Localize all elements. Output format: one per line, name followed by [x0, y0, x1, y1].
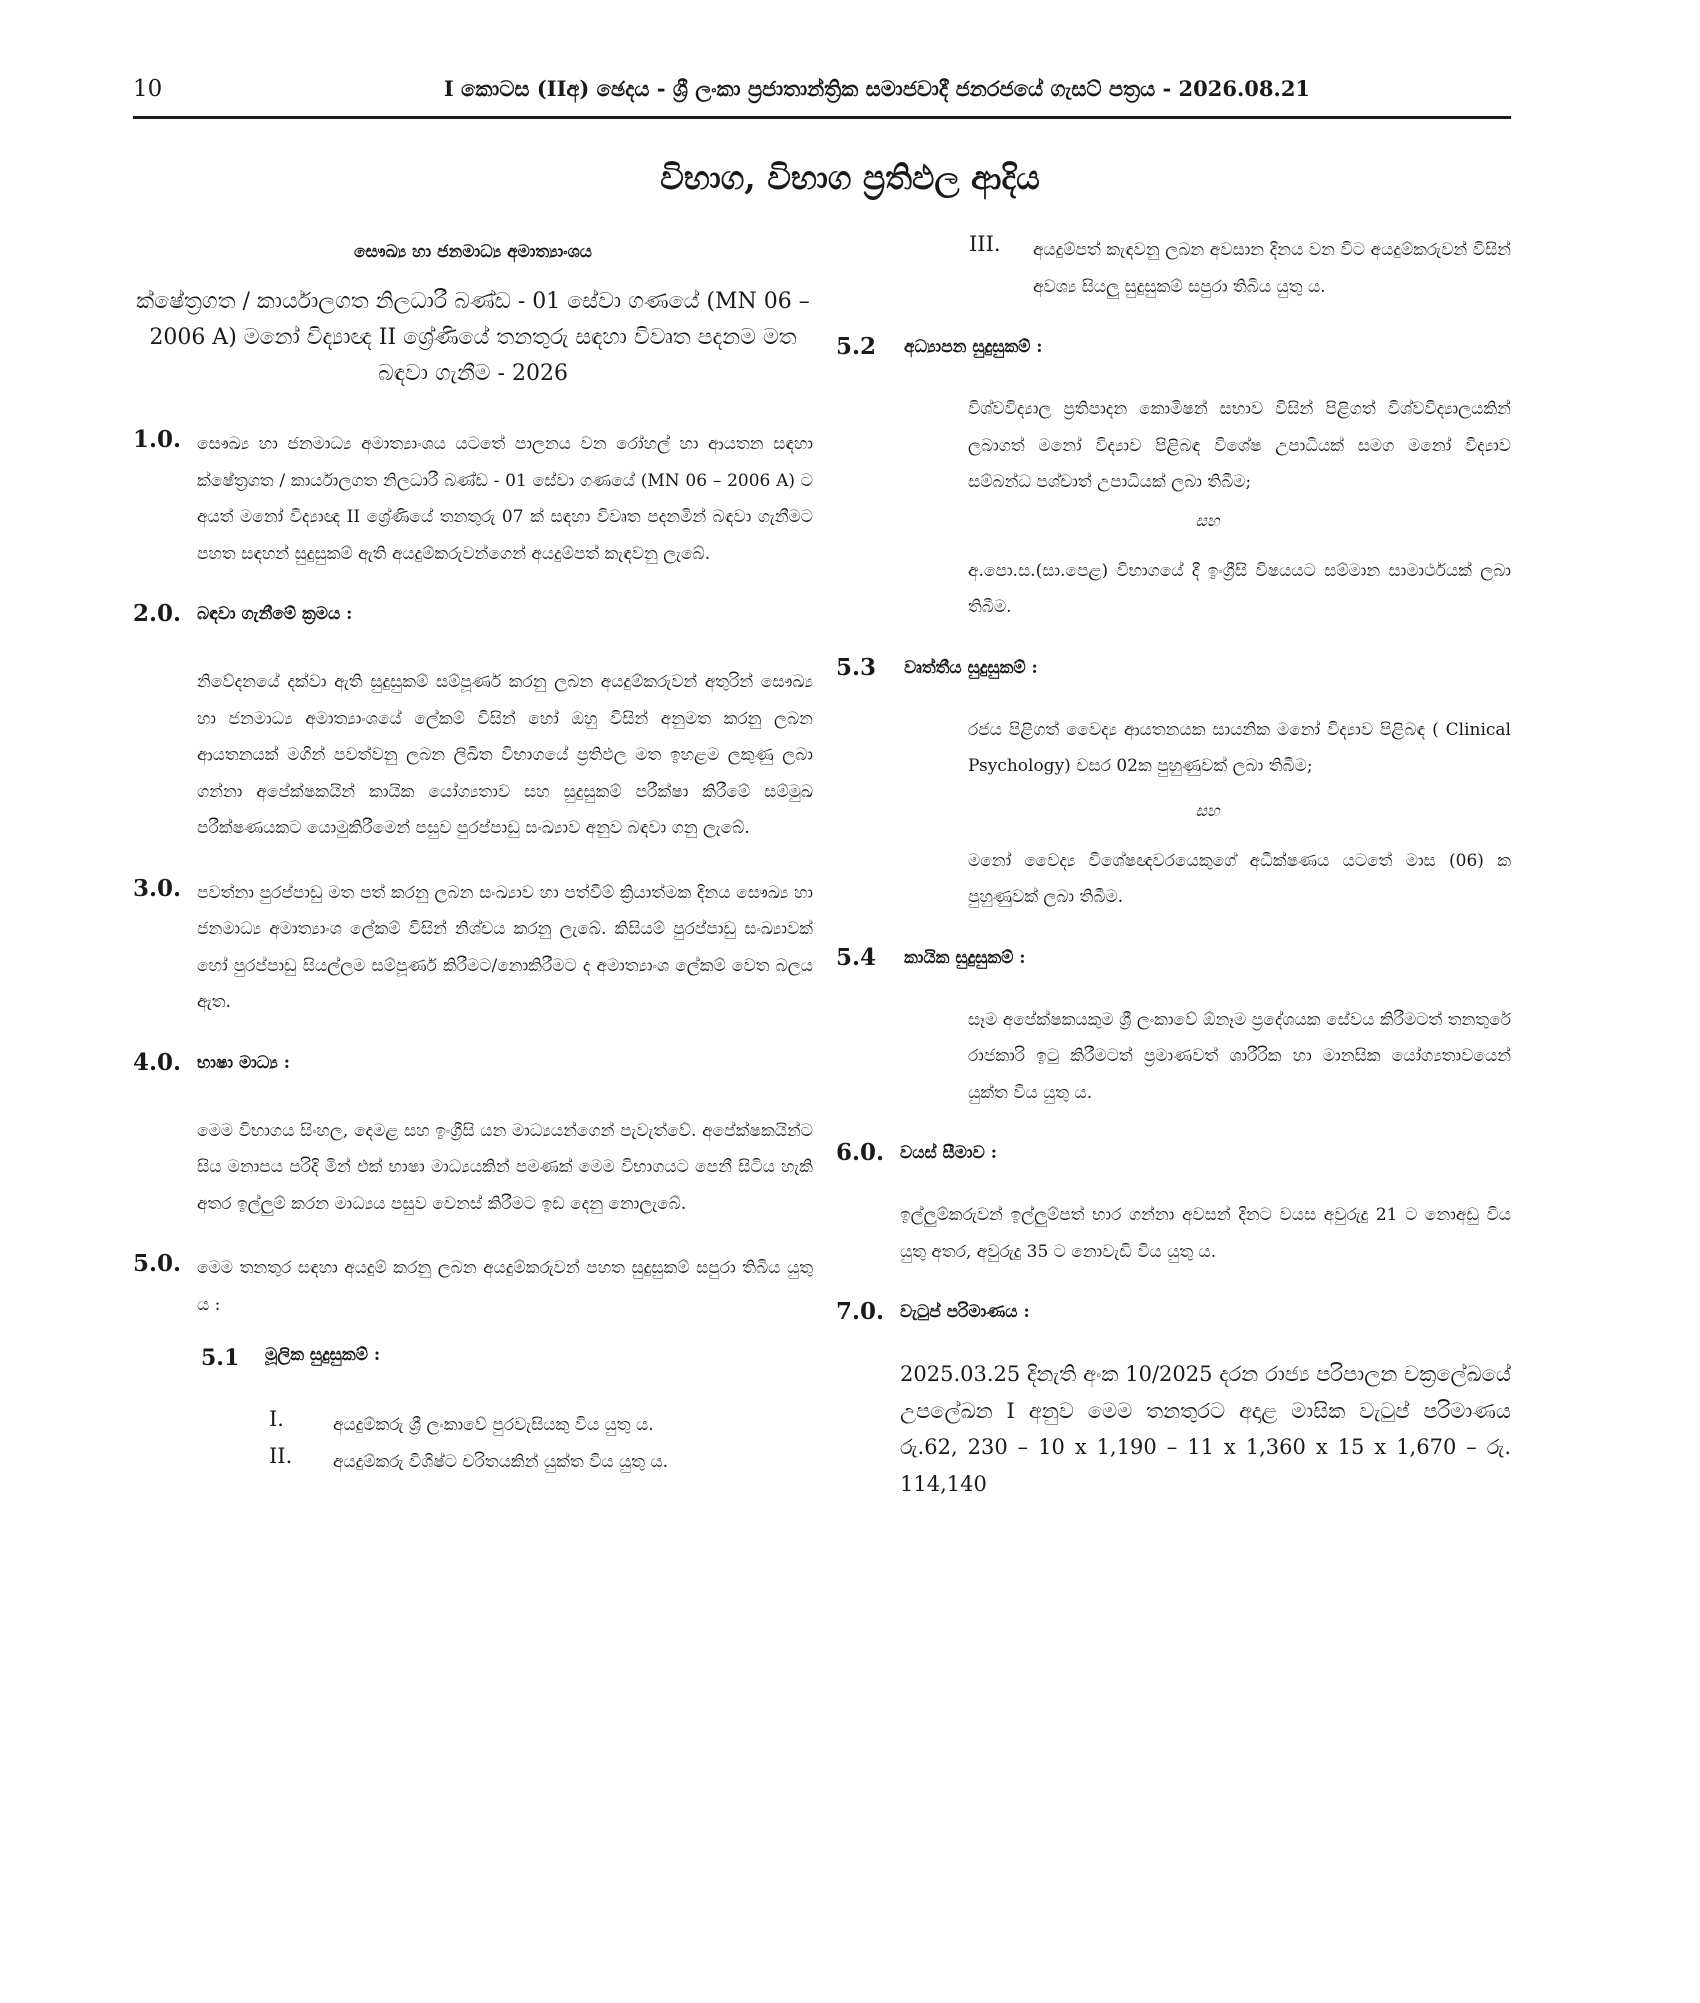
- section-label: භාෂා මාධ්‍ය :: [197, 1052, 291, 1073]
- section-number: 4.0.: [133, 1048, 182, 1076]
- roman-numeral: III.: [969, 232, 1001, 256]
- section-number: 3.0.: [133, 874, 182, 902]
- left-column: [133, 230, 813, 1508]
- subsection-text: රජය පිළිගත් වෛද්‍ය ආයතනයක සායනික මනෝ විද්‍යාව පිළිබඳ ( Clinical Psychology) වසර 02ක පුහුණුවක් ලබා තිබීම;: [968, 719, 1511, 776]
- subsection-5-4: [836, 943, 1511, 1112]
- page-number: 10: [133, 76, 163, 102]
- section-text: පවත්නා පුරප්පාඩු මත පත් කරනු ලබන සංඛ්‍යාව හා පත්වීම් ක්‍රියාත්මක දිනය සෞඛ්‍ය හා ජනමාධ්‍ය අමාත්‍යාංශ ලේකම් විසින් නිශ්චය කරනු ලැබේ. කිසියම් පුරප්පාඩු සංඛ්‍යාවක් හෝ පුරප්පාඩු සියල්ලම සම්පූර්ණ කිරීමට/නොකිරීමට ද අමාත්‍යාංශ ලේකම් වෙත බලය ඇත.: [197, 882, 813, 1012]
- subsection-text: විශ්වවිද්‍යාල ප්‍රතිපාදන කොමිෂන් සභාව විසින් පිළිගත් විශ්වවිද්‍යාලයකින් ලබාගත් මනෝ විද්‍යාව පිළිබඳ විශේෂ උපාධියක් සමග මනෝ විද්‍යාව සම්බන්ධ පශ්චාත් උපාධියක් ලබා තිබීම;: [968, 399, 1511, 492]
- section-heading-row: [836, 1298, 1511, 1338]
- subsection-label: වෘත්තීය සුදුසුකම් :: [904, 657, 1038, 678]
- section-heading: විභාග, විභාග ප්‍රතිඵල ආදිය: [660, 158, 1040, 197]
- section-number: 7.0.: [836, 1298, 885, 1325]
- section-number: 1.0.: [133, 426, 182, 453]
- section-label: වයස් සීමාව :: [900, 1143, 998, 1163]
- notice-title: ක්ෂේත්‍රගත / කාර්යාලගත නිලධාරී බණ්ඩ - 01 සේවා ගණයේ (MN 06 – 2006 A) මනෝ විද්‍යාඥ II ශ්‍රේණියේ තනතුරු සඳහා විවෘත පදනම මත බඳවා ගැනීම - 2026: [136, 289, 810, 386]
- section-text: මෙම තනතුර සඳහා අයදුම් කරනු ලබන අයදුම්කරුවන් පහත සුදුසුකම් සපුරා තිබිය යුතු ය :: [197, 1258, 813, 1315]
- subsection-5-1: [201, 1345, 813, 1385]
- subsection-number: 5.1: [201, 1345, 240, 1371]
- requirement-text: අයදුම්කරු විශිෂ්ට චරිතයකින් යුක්ත විය යුතු ය.: [333, 1451, 669, 1472]
- section-heading-row: [836, 1139, 1511, 1179]
- section-label: බඳවා ගැනීමේ ක්‍රමය :: [197, 604, 353, 624]
- requirement-item: [269, 1407, 813, 1444]
- subsection-5-3: [836, 653, 1511, 916]
- section-label: වැටුප් පරිමාණය :: [900, 1302, 1030, 1322]
- subsection-label: මූලික සුදුසුකම් :: [265, 1345, 381, 1365]
- roman-numeral: II.: [269, 1443, 293, 1468]
- subsection-label: කායික සුදුසුකම් :: [904, 947, 1026, 968]
- subsection-heading: [836, 333, 1511, 373]
- requirement-text: අයදුම්කරු ශ්‍රී ලංකාවේ පුරවැසියකු විය යුතු ය.: [333, 1415, 654, 1435]
- conjunction: සහ: [1195, 800, 1220, 820]
- section-1: [133, 426, 813, 572]
- conjunction: සහ: [1195, 510, 1220, 530]
- section-3: [133, 875, 813, 1021]
- subsection-5-2: [836, 333, 1511, 626]
- salary-scale-text: 2025.03.25 දිනැති අංක 10/2025 දරන රාජ්‍ය පරිපාලන චක්‍රලේඛයේ උපලේඛන I අනුව මෙම තනතුරට අදාළ මාසික වැටුප් පරිමාණය රු.62, 230 – 10 x 1,190 – 11 x 1,360 x 15 x 1,670 – රු. 114,140: [900, 1362, 1511, 1496]
- subsection-number: 5.4: [836, 943, 877, 971]
- subsection-text: සෑම අපේක්ෂකයකුම ශ්‍රී ලංකාවේ ඕනෑම ප්‍රදේශයක සේවය කිරීමටත් තනතුරේ රාජකාරි ඉටු කිරීමටත් ප්‍රමාණවත් ශාරීරික හා මානසික යෝග්‍යතාවයෙන් යුක්ත විය යුතු ය.: [968, 1009, 1511, 1103]
- section-7: [836, 1298, 1511, 1502]
- requirement-item: [836, 232, 1511, 305]
- ministry-name: සෞඛ්‍ය හා ජනමාධ්‍ය අමාත්‍යාංශය: [354, 242, 592, 262]
- requirement-item: [269, 1444, 813, 1481]
- section-number: 6.0.: [836, 1139, 885, 1166]
- section-4: [133, 1049, 813, 1223]
- right-column: [836, 232, 1511, 1530]
- section-5: [133, 1250, 813, 1480]
- section-6: [836, 1139, 1511, 1270]
- subsection-text: මනෝ වෛද්‍ය විශේෂඥවරයෙකුගේ අධීක්ෂණය යටතේ මාස (06) ක පුහුණුවක් ලබා තිබීම.: [968, 850, 1511, 907]
- section-2: [133, 600, 813, 847]
- gazette-header-title: I කොටස (IIඅ) ඡෙදය - ශ්‍රී ලංකා ප්‍රජාතාන්ත්‍රික සමාජවාදී ජනරජයේ ගැසට් පත්‍රය - 2026.08.21: [443, 76, 1311, 101]
- subsection-heading: [836, 653, 1511, 694]
- section-text: ඉල්ලුම්කරුවන් ඉල්ලුම්පත් භාර ගන්නා අවසන් දිනට වයස අවුරුදු 21 ට නොඅඩු විය යුතු අතර, අවුරුදු 35 ට නොවැඩි විය යුතු ය.: [900, 1205, 1511, 1262]
- subsection-number: 5.3: [836, 653, 877, 681]
- section-number: 5.0.: [133, 1250, 182, 1277]
- section-text: මෙම විභාගය සිංහල, දෙමළ සහ ඉංග්‍රීසි යන මාධ්‍යයන්ගෙන් පැවැත්වේ. අපේක්ෂකයින්ට සිය මනාපය පරිදි මින් එක් භාෂා මාධ්‍යයකින් පමණක් මෙම විභාගයට පෙනී සිටිය හැකි අතර ඉල්ලුම් කරන මාධ්‍යය පසුව වෙනස් කිරීමට ඉඩ දෙනු නොලැබේ.: [197, 1120, 813, 1214]
- running-header: [133, 70, 1511, 119]
- section-text: නිවේදනයේ දක්වා ඇති සුදුසුකම් සම්පූර්ණ කරනු ලබන අයදුම්කරුවන් අතුරින් සෞඛ්‍ය හා ජනමාධ්‍ය අමාත්‍යාංශයේ ලේකම් විසින් හෝ ඔහු විසින් අනුමත කරනු ලබන ආයතනයක් මගින් පවත්වනු ලබන ලිඛිත විභාගයේ ප්‍රතිඵල මත ඉහළම ලකුණු ලබා ගන්නා අපේක්ෂකයින් කායික යෝග්‍යතාව සහ සුදුසුකම් පරීක්ෂා කිරීමේ සම්මුඛ පරීක්ෂණයකට යොමුකිරීමෙන් පසුව පුරප්පාඩු සංඛ්‍යාව අනුව බඳවා ගනු ලැබේ.: [197, 672, 813, 838]
- requirement-text: අයදුම්පත් කැඳවනු ලබන අවසාන දිනය වන විට අයදුම්කරුවන් විසින් අවශ්‍ය සියලු සුදුසුකම් සපුරා තිබිය යුතු ය.: [1033, 240, 1511, 297]
- subsection-text: අ.පො.ස.(සා.පෙළ) විභාගයේ දී ඉංග්‍රීසි විෂයයට සම්මාන සාමාර්ථයක් ලබා තිබීම.: [968, 560, 1511, 617]
- subsection-label: අධ්‍යාපන සුදුසුකම් :: [904, 337, 1043, 357]
- subsection-number: 5.2: [836, 333, 877, 360]
- subsection-heading: [836, 943, 1511, 984]
- section-text: සෞඛ්‍ය හා ජනමාධ්‍ය අමාත්‍යාංශය යටතේ පාලනය වන රෝහල් හා ආයතන සඳහා ක්ෂේත්‍රගත / කාර්යාලගත නිලධාරී බණ්ඩ - 01 සේවා ගණයේ (MN 06 – 2006 A) ට අයත් මනෝ විද්‍යාඥ II ශ්‍රේණියේ තනතුරු 07 ක් සඳහා විවෘත පදනමින් බඳවා ගැනීමට පහත සඳහන් සුදුසුකම් ඇති අයදුම්කරුවන්ගෙන් අයදුම්පත් කැඳවනු ලැබේ.: [197, 434, 813, 564]
- roman-numeral: I.: [269, 1407, 284, 1431]
- section-number: 2.0.: [133, 600, 182, 627]
